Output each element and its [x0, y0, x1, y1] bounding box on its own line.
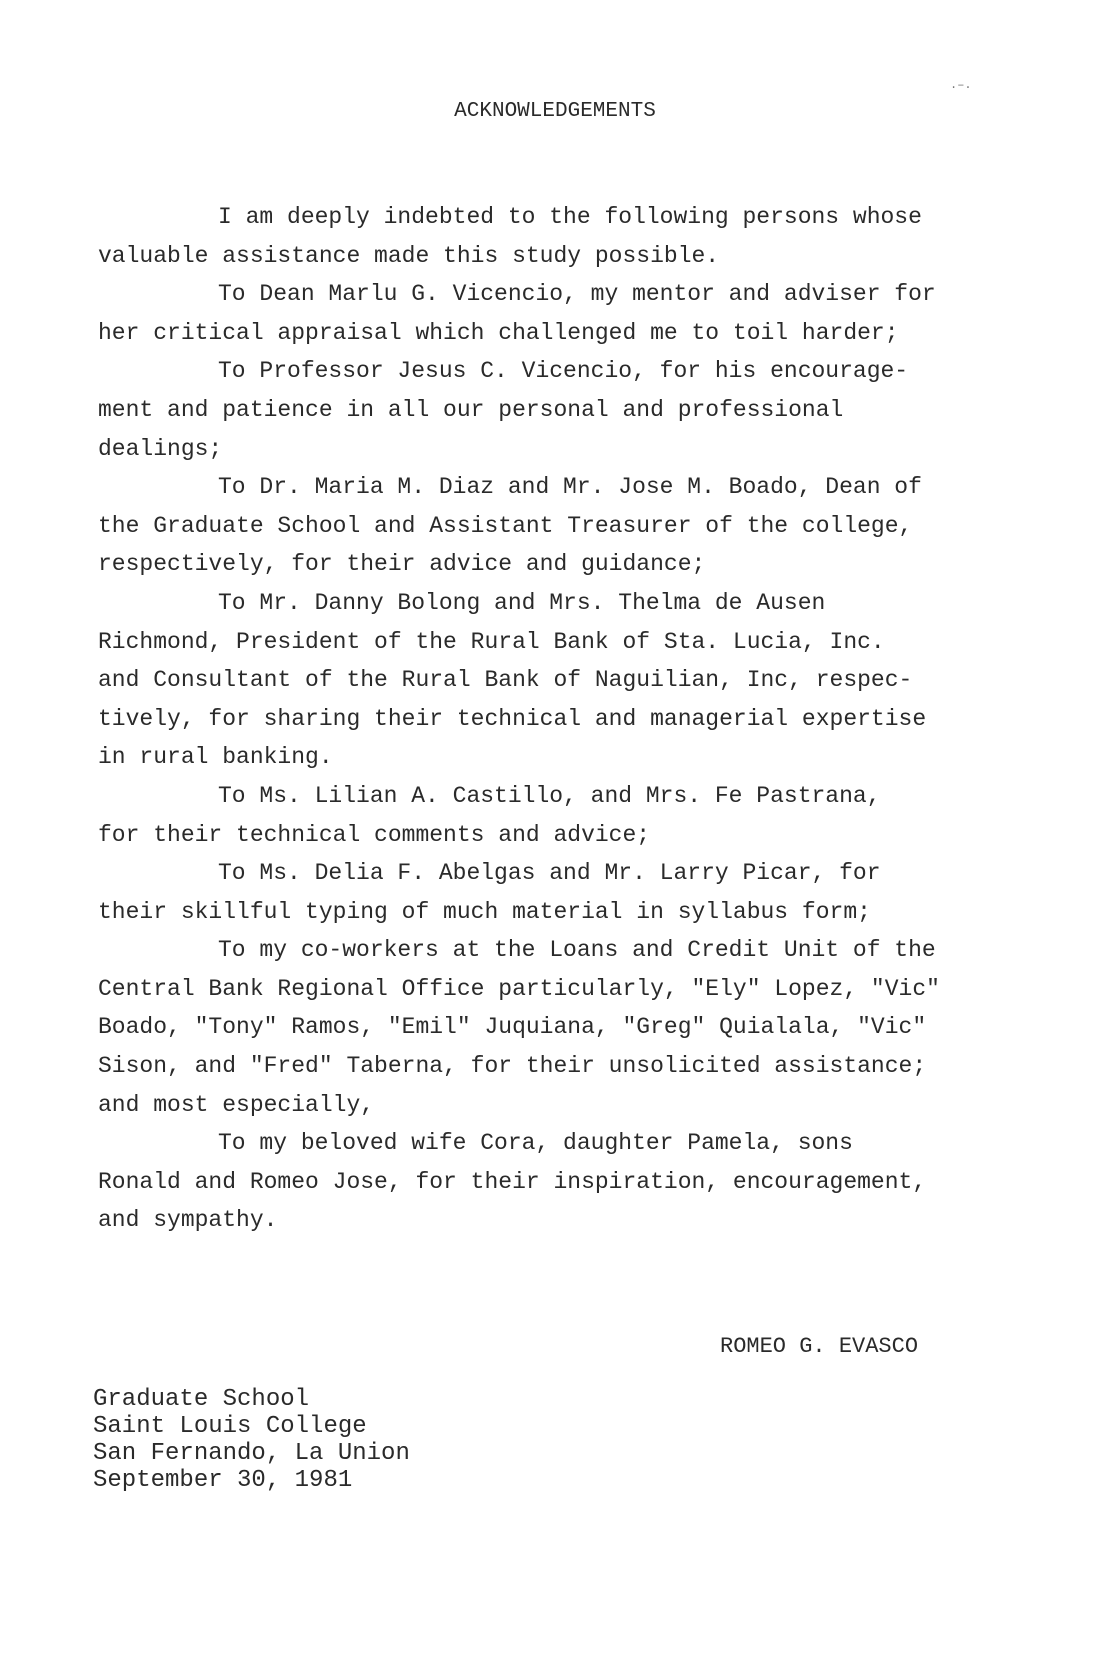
paragraph [98, 854, 1028, 931]
acknowledgement-body [98, 198, 1028, 1240]
text-line: To Ms. Lilian A. Castillo, and Mrs. Fe Pastrana, [218, 782, 881, 809]
text-line: in rural banking. [98, 744, 333, 771]
page-title: ACKNOWLEDGEMENTS [454, 100, 656, 123]
paragraph [98, 352, 1028, 468]
text-line: her critical appraisal which challenged me to toil harder; [98, 319, 899, 346]
text-line: Central Bank Regional Office particularly, "Ely" Lopez, "Vic" [98, 975, 940, 1002]
text-line: and Consultant of the Rural Bank of Naguilian, Inc, respec- [98, 667, 913, 694]
text-line: tively, for sharing their technical and managerial expertise [98, 705, 927, 732]
address-line: Saint Louis College [93, 1413, 367, 1440]
text-line: To my co-workers at the Loans and Credit Unit of the [218, 937, 936, 964]
text-line: To my beloved wife Cora, daughter Pamela, sons [218, 1130, 853, 1157]
text-line: To Mr. Danny Bolong and Mrs. Thelma de Ausen [218, 589, 826, 616]
text-line: Ronald and Romeo Jose, for their inspiration, encouragement, [98, 1168, 927, 1195]
text-line: for their technical comments and advice; [98, 821, 651, 848]
paragraph [98, 584, 1028, 777]
address-line: Graduate School [93, 1386, 310, 1413]
author-signature: ROMEO G. EVASCO [720, 1334, 919, 1359]
paragraph [98, 777, 1028, 854]
text-line: To Professor Jesus C. Vicencio, for his encourage- [218, 358, 909, 385]
address-block [93, 1386, 410, 1494]
text-line: the Graduate School and Assistant Treasurer of the college, [98, 512, 913, 539]
scan-speck: .–. [950, 78, 972, 92]
text-line: valuable assistance made this study possible. [98, 242, 720, 269]
text-line: Sison, and "Fred" Taberna, for their unsolicited assistance; [98, 1053, 927, 1080]
text-line: their skillful typing of much material in syllabus form; [98, 898, 871, 925]
text-line: To Dean Marlu G. Vicencio, my mentor and adviser for [218, 281, 936, 308]
text-line: ment and patience in all our personal and professional [98, 396, 844, 423]
paragraph [98, 931, 1028, 1124]
paragraph [98, 275, 1028, 352]
paragraph [98, 1124, 1028, 1240]
text-line: I am deeply indebted to the following persons whose [218, 204, 922, 230]
text-line: and most especially, [98, 1091, 375, 1118]
text-line: respectively, for their advice and guidance; [98, 551, 706, 578]
paragraph [98, 198, 1028, 275]
text-line: Richmond, President of the Rural Bank of Sta. Lucia, Inc. [98, 628, 885, 655]
text-line: dealings; [98, 435, 223, 462]
text-line: To Dr. Maria M. Diaz and Mr. Jose M. Boado, Dean of [218, 474, 922, 501]
address-date: September 30, 1981 [93, 1467, 353, 1494]
text-line: and sympathy. [98, 1207, 278, 1234]
text-line: To Ms. Delia F. Abelgas and Mr. Larry Picar, for [218, 860, 881, 887]
text-line: Boado, "Tony" Ramos, "Emil" Juquiana, "Greg" Quialala, "Vic" [98, 1014, 927, 1041]
paragraph [98, 468, 1028, 584]
address-line: San Fernando, La Union [93, 1440, 410, 1467]
